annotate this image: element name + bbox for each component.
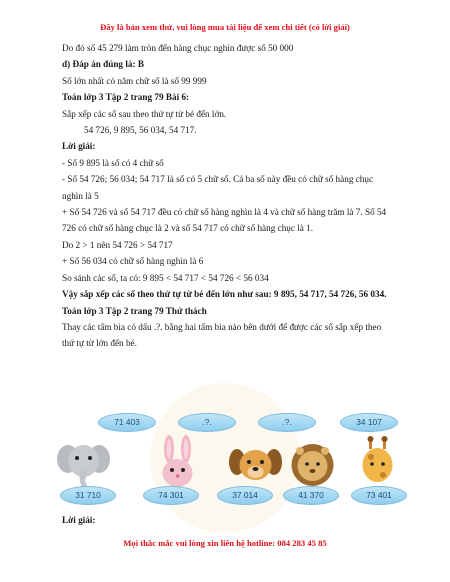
text-line: Sắp xếp các số sau theo thứ tự từ bé đến lớn.	[62, 108, 227, 119]
text-line: Do đó số 45 279 làm tròn đến hàng chục nghìn được số 50 000	[62, 43, 294, 53]
text-line: Thay các tấm bìa có dấu .?. bằng hai tấm bìa nào bên dưới để được các số sắp xếp theo thứ tự từ lớn đến bé.	[62, 321, 382, 349]
conclusion: Vậy sắp xếp các số theo thứ tự từ bé đến lớn như sau: 9 895, 54 717, 54 726, 56 034.	[62, 289, 387, 300]
bottom-card: 74 301	[143, 486, 199, 505]
text-line: + Số 54 726 và số 54 717 đều có chữ số hàng nghìn là 4 và chữ số hàng trăm là 7. Số 54 726 có chữ số hàng chục là 2 và số 54 717 có chữ số hàng chục là 1.	[62, 207, 387, 234]
number-list: 54 726, 9 895, 56 034, 54 717.	[84, 125, 197, 136]
text-line: So sánh các số, ta có: 9 895 < 54 717 < 54 726 < 56 034	[62, 272, 269, 283]
solution-heading: Lời giải:	[62, 141, 96, 152]
top-card-missing: .?.	[258, 413, 316, 432]
top-card: 71 403	[98, 413, 156, 432]
text-line: Số lớn nhất có năm chữ số là số 99 999	[62, 75, 207, 86]
text-line: Do 2 > 1 nên 54 726 > 54 717	[62, 239, 173, 250]
bottom-card: 73 401	[351, 486, 407, 505]
card-puzzle-illustration	[60, 411, 395, 511]
challenge-heading: Toán lớp 3 Tập 2 trang 79 Thử thách	[62, 305, 207, 316]
hotline-footer: Mọi thắc mắc vui lòng xin liên hệ hotline: 084 283 45 85	[123, 538, 327, 548]
answer-section	[62, 512, 394, 528]
bottom-card: 41 370	[283, 486, 339, 505]
preview-banner: Đây là bản xem thử, vui lòng mua tài liệu để xem chi tiết (có lời giải)	[100, 22, 350, 32]
answer-line: d) Đáp án đúng là: B	[62, 59, 144, 70]
top-card-missing: .?.	[178, 413, 236, 432]
bottom-card: 37 014	[217, 486, 273, 505]
bottom-card: 31 710	[60, 486, 116, 505]
document-body	[62, 40, 394, 352]
text-line: + Số 56 034 có chữ số hàng nghìn là 6	[62, 256, 204, 267]
text-line: - Số 54 726; 56 034; 54 717 là số có 5 chữ số. Cả ba số này đều có chữ số hàng chục nghìn là 5	[62, 174, 374, 201]
top-card: 34 107	[340, 413, 398, 432]
text-line: - Số 9 895 là số có 4 chữ số	[62, 157, 164, 168]
exercise-heading: Toán lớp 3 Tập 2 trang 79 Bài 6:	[62, 92, 190, 103]
answer-heading: Lời giải:	[62, 515, 96, 525]
